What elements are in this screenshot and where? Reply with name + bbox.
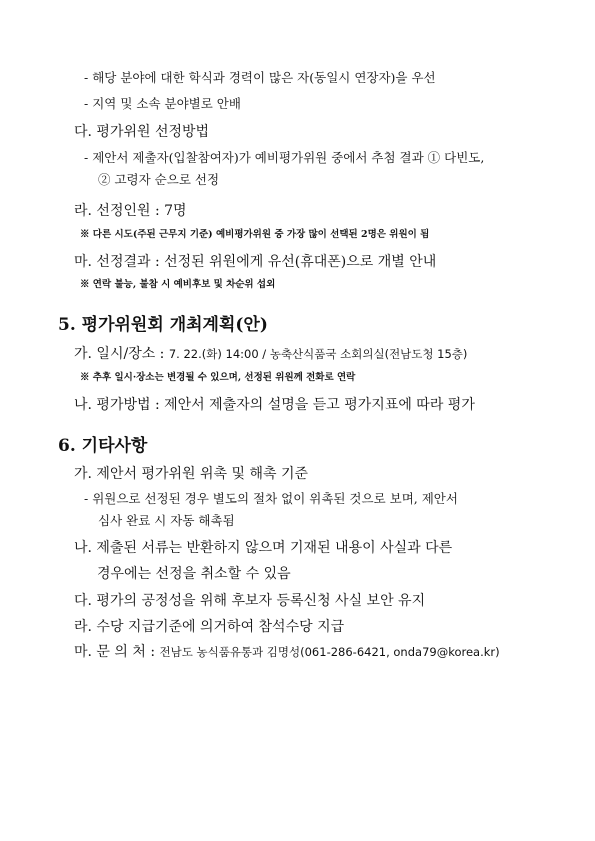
section-6-heading: 6. 기타사항: [58, 436, 148, 456]
meeting-datetime-value: 7. 22.(화) 14:00 / 농축산식품국 소회의실(전남도청 15층): [168, 347, 468, 361]
selection-count: 라. 선정인원 : 7명: [74, 203, 187, 219]
fairness-security: 다. 평가의 공정성을 위해 후보자 등록신청 사실 보안 유지: [74, 593, 426, 609]
meeting-datetime-place: [74, 347, 467, 361]
selection-count-note: ※ 다른 시도(주된 근무지 기준) 예비평가위원 중 가장 많이 선택된 2명은 위원이 됨: [80, 229, 430, 240]
selection-method-item-cont: ② 고령자 순으로 선정: [98, 172, 220, 187]
contact-label: 마. 문 의 처 :: [74, 644, 160, 660]
appointment-criteria-item-cont: 심사 완료 시 자동 해촉됨: [98, 513, 235, 528]
selection-result-note: ※ 연락 불능, 불참 시 예비후보 및 차순위 섭외: [80, 279, 276, 290]
section-5-heading: 5. 평가위원회 개최계획(안): [58, 315, 268, 335]
contact-value: 전남도 농식품유통과 김명성(061-286-6421, onda79@korea.kr): [159, 645, 500, 659]
criteria-experience-item: - 해당 분야에 대한 학식과 경력이 많은 자(동일시 연장자)을 우선: [84, 70, 436, 85]
criteria-region-item: - 지역 및 소속 분야별로 안배: [84, 96, 241, 111]
documents-not-returned: 나. 제출된 서류는 반환하지 않으며 기재된 내용이 사실과 다른: [74, 540, 453, 556]
selection-method-heading: 다. 평가위원 선정방법: [74, 124, 210, 140]
evaluation-method: 나. 평가방법 : 제안서 제출자의 설명을 듣고 평가지표에 따라 평가: [74, 397, 475, 413]
meeting-datetime-label: 가. 일시/장소 :: [74, 346, 169, 362]
documents-not-returned-cont: 경우에는 선정을 취소할 수 있음: [97, 566, 291, 582]
meeting-change-note: ※ 추후 일시·장소는 변경될 수 있으며, 선정된 위원께 전화로 연락: [80, 372, 356, 383]
selection-result: 마. 선정결과 : 선정된 위원에게 유선(휴대폰)으로 개별 안내: [74, 254, 437, 270]
allowance-payment: 라. 수당 지급기준에 의거하여 참석수당 지급: [74, 619, 345, 635]
appointment-criteria-heading: 가. 제안서 평가위원 위촉 및 해촉 기준: [74, 466, 309, 482]
appointment-criteria-item: - 위원으로 선정된 경우 별도의 절차 없이 위촉된 것으로 보며, 제안서: [84, 491, 458, 506]
selection-method-item: - 제안서 제출자(입찰참여자)가 예비평가위원 중에서 추첨 결과 ① 다빈도,: [84, 150, 485, 165]
contact-info: [74, 645, 500, 659]
